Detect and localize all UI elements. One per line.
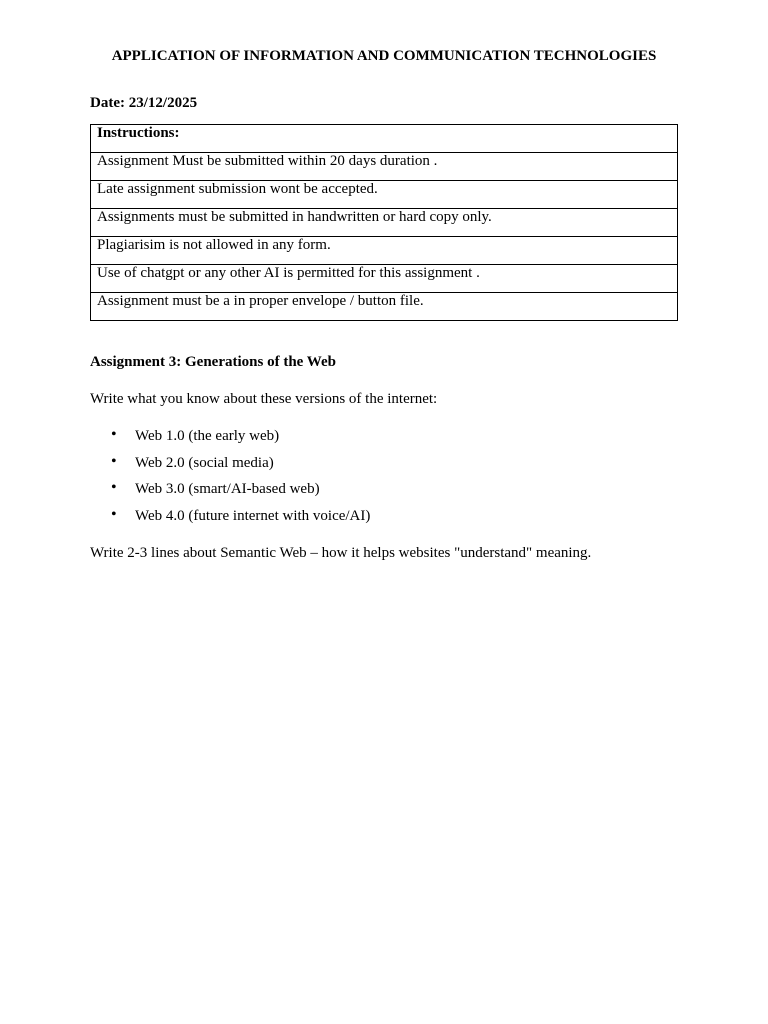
table-row [91, 153, 678, 181]
document-date: Date: 23/12/2025 [90, 95, 198, 111]
semantic-web-prompt: Write 2-3 lines about Semantic Web – how it helps websites "understand" meaning. [90, 545, 592, 561]
list-item-label: Web 2.0 (social media) [135, 454, 274, 471]
bullet-icon: • [111, 479, 117, 496]
instruction-cell: Plagiarisim is not allowed in any form. [91, 237, 678, 265]
list-item-label: Web 4.0 (future internet with voice/AI) [135, 507, 371, 524]
list-item-label: Web 1.0 (the early web) [135, 428, 280, 444]
instruction-cell: Assignment must be a in proper envelope / button file. [91, 293, 678, 321]
assignment-intro: Write what you know about these versions of the internet: [90, 391, 438, 407]
list-item [90, 453, 370, 480]
bullet-icon: • [111, 505, 117, 523]
list-item-label: Web 3.0 (smart/AI-based web) [135, 481, 320, 497]
bullet-icon: • [111, 452, 117, 470]
instruction-cell: Late assignment submission wont be accepted. [91, 181, 678, 209]
instructions-header: Instructions: [91, 125, 678, 153]
web-versions-list [90, 426, 370, 532]
table-row [91, 293, 678, 321]
table-row [91, 237, 678, 265]
instruction-cell: Assignments must be submitted in handwritten or hard copy only. [91, 209, 678, 237]
assignment-heading: Assignment 3: Generations of the Web [90, 354, 336, 370]
table-row [91, 181, 678, 209]
list-item [90, 426, 370, 453]
document-title: APPLICATION OF INFORMATION AND COMMUNICATION TECHNOLOGIES [111, 48, 657, 64]
instruction-cell: Assignment Must be submitted within 20 days duration . [91, 153, 678, 181]
list-item [90, 479, 370, 506]
table-row [91, 209, 678, 237]
instruction-cell: Use of chatgpt or any other AI is permitted for this assignment . [91, 265, 678, 293]
instructions-table [90, 124, 678, 321]
list-item [90, 506, 370, 533]
bullet-icon: • [111, 426, 117, 443]
table-row [91, 125, 678, 153]
table-row [91, 265, 678, 293]
